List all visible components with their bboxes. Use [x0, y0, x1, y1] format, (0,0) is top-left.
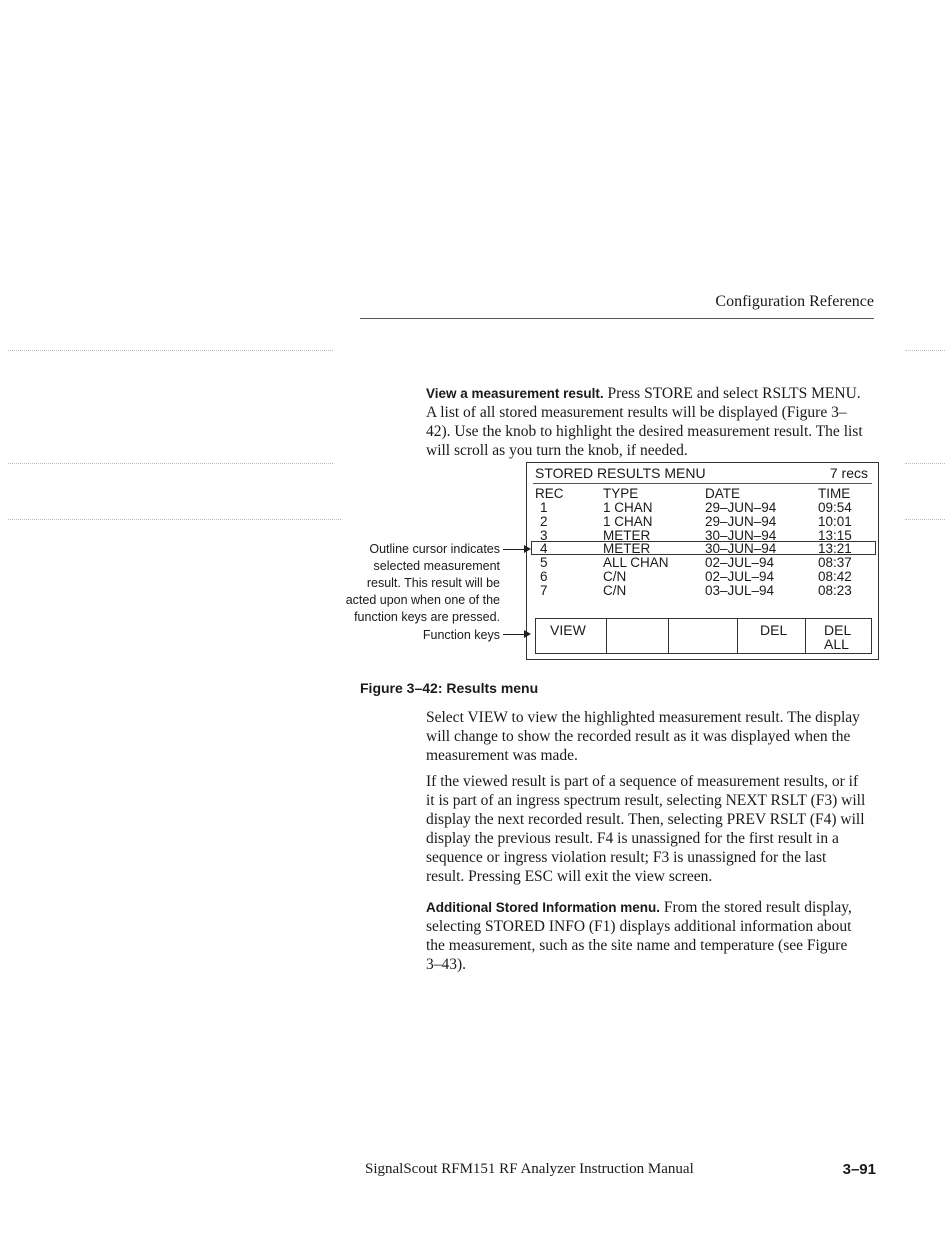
cell-rec: 4 — [540, 541, 548, 556]
scan-rule — [905, 350, 945, 351]
f5-label-line2: ALL — [824, 636, 849, 652]
callout-line: result. This result will be — [366, 576, 500, 590]
page-number: 3–91 — [842, 1161, 876, 1178]
cell-time: 10:01 — [818, 514, 852, 529]
cell-type: ALL CHAN — [603, 555, 669, 570]
cell-date: 03–JUL–94 — [705, 583, 775, 598]
f4-del-key[interactable] — [738, 619, 806, 653]
cell-time: 08:37 — [818, 555, 852, 570]
cell-date: 02–JUL–94 — [705, 569, 775, 584]
cell-date: 30–JUN–94 — [705, 541, 777, 556]
stored-results-screen — [526, 462, 879, 660]
runin-heading: View a measurement result. — [426, 386, 604, 401]
f1-view-key[interactable] — [536, 619, 607, 653]
cell-type: 1 CHAN — [603, 500, 653, 515]
table-row[interactable] — [527, 570, 880, 584]
runin-heading: Additional Stored Information menu. — [426, 900, 660, 915]
paragraph-text: Press STORE and select RSLTS MENU. A list of all stored measurement results will be displayed (Figure 3–42). Use the knob to highlight the desired measurement result. The list will scroll as you turn the knob, if needed. — [426, 385, 863, 459]
cell-time: 09:54 — [818, 500, 852, 515]
callout-line: function keys are pressed. — [354, 610, 500, 624]
function-keys-callout: Function keys — [422, 628, 500, 642]
cell-rec: 3 — [540, 528, 548, 543]
scan-rule — [8, 350, 333, 351]
arrow-right-icon — [524, 545, 531, 553]
callout-arrow-line — [503, 549, 524, 550]
header-rec: REC — [535, 486, 564, 501]
cell-type: C/N — [603, 569, 627, 584]
table-row[interactable] — [527, 515, 880, 529]
f2-key[interactable] — [607, 619, 669, 653]
callout-line: Outline cursor indicates — [369, 542, 500, 556]
cell-time: 13:15 — [818, 528, 852, 543]
f4-label: DEL — [760, 622, 788, 638]
function-key-bar — [535, 618, 872, 654]
scan-rule — [8, 519, 341, 520]
footer-manual-title: SignalScout RFM151 RF Analyzer Instruction Manual — [365, 1161, 694, 1177]
cell-type: METER — [603, 528, 651, 543]
table-row[interactable] — [527, 556, 880, 570]
table-row-selected[interactable] — [527, 542, 880, 556]
record-count: 7 recs — [829, 465, 868, 481]
callout-line: selected measurement — [373, 559, 500, 573]
arrow-right-icon — [524, 630, 531, 638]
cell-rec: 6 — [540, 569, 548, 584]
running-header: Configuration Reference — [715, 293, 874, 310]
header-date: DATE — [705, 486, 741, 501]
table-row[interactable] — [527, 584, 880, 598]
cell-rec: 5 — [540, 555, 548, 570]
cell-date: 02–JUL–94 — [705, 555, 775, 570]
f5-del-all-key[interactable] — [806, 619, 871, 653]
header-type: TYPE — [603, 486, 639, 501]
table-row[interactable] — [527, 501, 880, 515]
cell-type: METER — [603, 541, 651, 556]
scan-rule — [905, 463, 945, 464]
header-rule — [360, 318, 874, 319]
callout-line: acted upon when one of the — [345, 593, 500, 607]
f5-label-line1: DEL — [824, 622, 852, 638]
header-time: TIME — [818, 486, 851, 501]
cursor-callout — [340, 541, 500, 626]
scan-rule — [905, 519, 945, 520]
cell-time: 13:21 — [818, 541, 852, 556]
screen-title: STORED RESULTS MENU — [535, 465, 706, 481]
paragraph-sequence: If the viewed result is part of a sequence of measurement results, or if it is part of an ingress spectrum result, selecting NEXT RSLT (F3) will display the next recorded result. Then, selecting PREV RSLT (F4) will display the previous result. F4 is unassigned for the first result in a sequence or ingress violation result; F3 is unassigned for the last result. Pressing ESC will exit the view screen. — [426, 773, 866, 885]
cell-type: C/N — [603, 583, 627, 598]
cell-rec: 2 — [540, 514, 548, 529]
cell-time: 08:23 — [818, 583, 852, 598]
figure-caption: Figure 3–42: Results menu — [360, 680, 539, 696]
cell-date: 29–JUN–94 — [705, 514, 777, 529]
cell-date: 30–JUN–94 — [705, 528, 777, 543]
cell-rec: 1 — [540, 500, 548, 515]
f3-key[interactable] — [669, 619, 738, 653]
cell-date: 29–JUN–94 — [705, 500, 777, 515]
f1-label: VIEW — [550, 622, 586, 638]
paragraph-select-view: Select VIEW to view the highlighted measurement result. The display will change to show the recorded result as it was displayed when the measurement was made. — [426, 709, 860, 764]
cell-time: 08:42 — [818, 569, 852, 584]
table-header — [527, 487, 880, 501]
scan-rule — [8, 463, 333, 464]
paragraph-text: From the stored result display, selecting STORED INFO (F1) displays additional information about the measurement, such as the site name and temperature (see Figure 3–43). — [426, 899, 852, 973]
title-divider — [533, 483, 872, 484]
cell-type: 1 CHAN — [603, 514, 653, 529]
paragraph-view-result — [426, 384, 866, 460]
paragraph-stored-info — [426, 898, 866, 974]
cell-rec: 7 — [540, 583, 548, 598]
callout-arrow-line — [503, 634, 524, 635]
